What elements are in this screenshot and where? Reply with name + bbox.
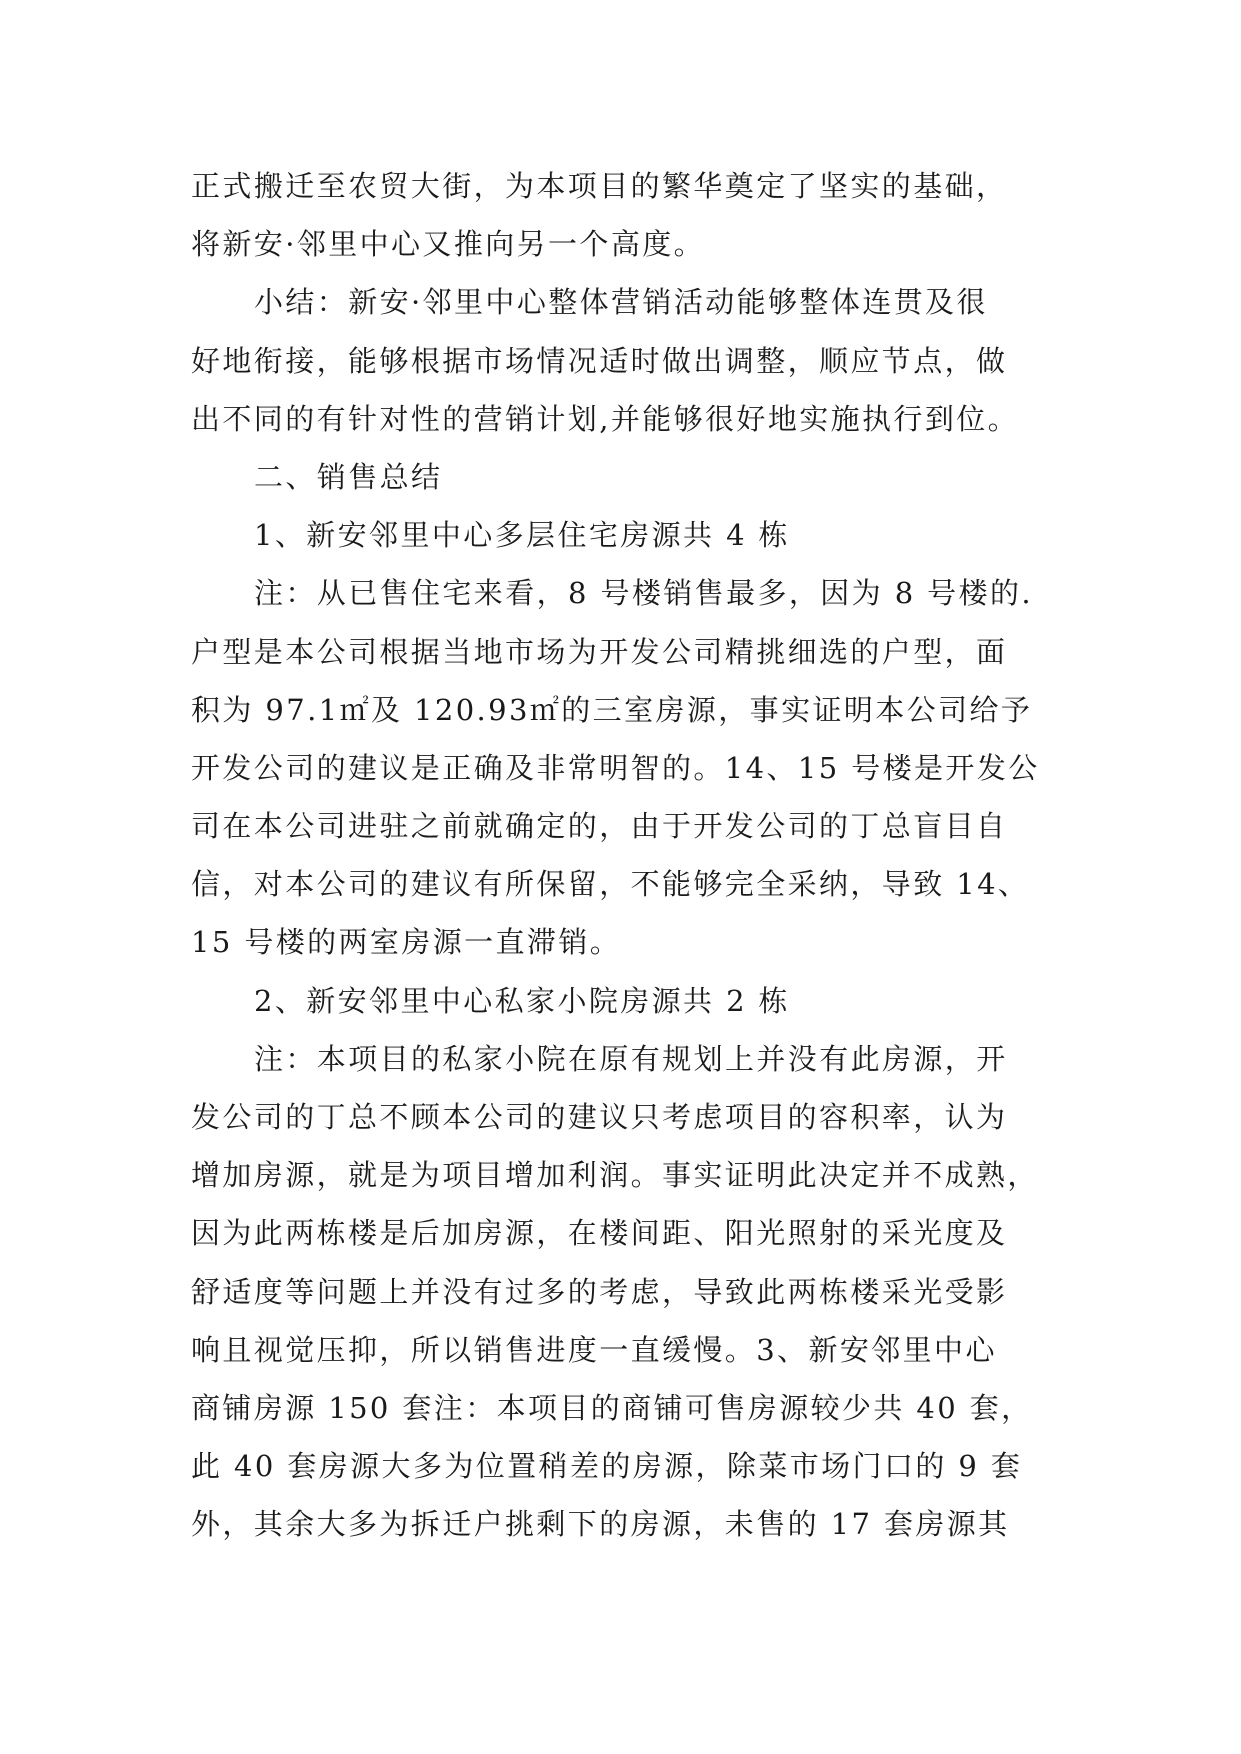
text-line: 正式搬迁至农贸大街，为本项目的繁华奠定了坚实的基础， xyxy=(191,169,1008,203)
text-line: 将新安·邻里中心又推向另一个高度。 xyxy=(191,227,706,262)
text-line: 开发公司的建议是正确及非常明智的。14、15 号楼是开发公 xyxy=(191,750,1040,785)
text-line: 舒适度等问题上并没有过多的考虑，导致此两栋楼采光受影 xyxy=(191,1274,1008,1309)
text-line: 二、销售总结 xyxy=(254,459,443,494)
text-line: 司在本公司进驻之前就确定的，由于开发公司的丁总盲目自 xyxy=(191,809,1008,844)
text-line: 商铺房源 150 套注：本项目的商铺可售房源较少共 40 套， xyxy=(191,1390,1033,1425)
text-line: 响且视觉压抑，所以销售进度一直缓慢。3、新安邻里中心 xyxy=(191,1332,997,1367)
text-line: 注：本项目的私家小院在原有规划上并没有此房源，开 xyxy=(254,1041,1008,1076)
text-line: 发公司的丁总不顾本公司的建议只考虑项目的容积率，认为 xyxy=(191,1100,1008,1134)
text-line: 外，其余大多为拆迁户挑剩下的房源，未售的 17 套房源其 xyxy=(191,1507,1010,1542)
text-line: 信，对本公司的建议有所保留，不能够完全采纳，导致 14、 xyxy=(191,867,1030,902)
document-body xyxy=(191,157,1056,1554)
text-line: 好地衔接，能够根据市场情况适时做出调整，顺应节点，做 xyxy=(191,343,1008,378)
text-line: 15 号楼的两室房源一直滞销。 xyxy=(191,925,622,960)
text-line: 增加房源，就是为项目增加利润。事实证明此决定并不成熟， xyxy=(191,1158,1039,1193)
text-line: 因为此两栋楼是后加房源，在楼间距、阳光照射的采光度及 xyxy=(191,1216,1008,1251)
text-line: 注：从已售住宅来看，8 号楼销售最多，因为 8 号楼的. xyxy=(254,576,1033,611)
text-line: 小结：新安·邻里中心整体营销活动能够整体连贯及很 xyxy=(254,285,988,320)
text-line: 出不同的有针对性的营销计划,并能够很好地实施执行到位。 xyxy=(191,401,1020,436)
text-line: 此 40 套房源大多为位置稍差的房源，除菜市场门口的 9 套 xyxy=(191,1449,1023,1484)
text-line: 1、新安邻里中心多层住宅房源共 4 栋 xyxy=(254,518,790,553)
text-line: 2、新安邻里中心私家小院房源共 2 栋 xyxy=(254,983,790,1018)
text-line: 积为 97.1㎡及 120.93㎡的三室房源，事实证明本公司给予 xyxy=(191,692,1033,727)
text-line: 户型是本公司根据当地市场为开发公司精挑细选的户型，面 xyxy=(191,634,1008,669)
